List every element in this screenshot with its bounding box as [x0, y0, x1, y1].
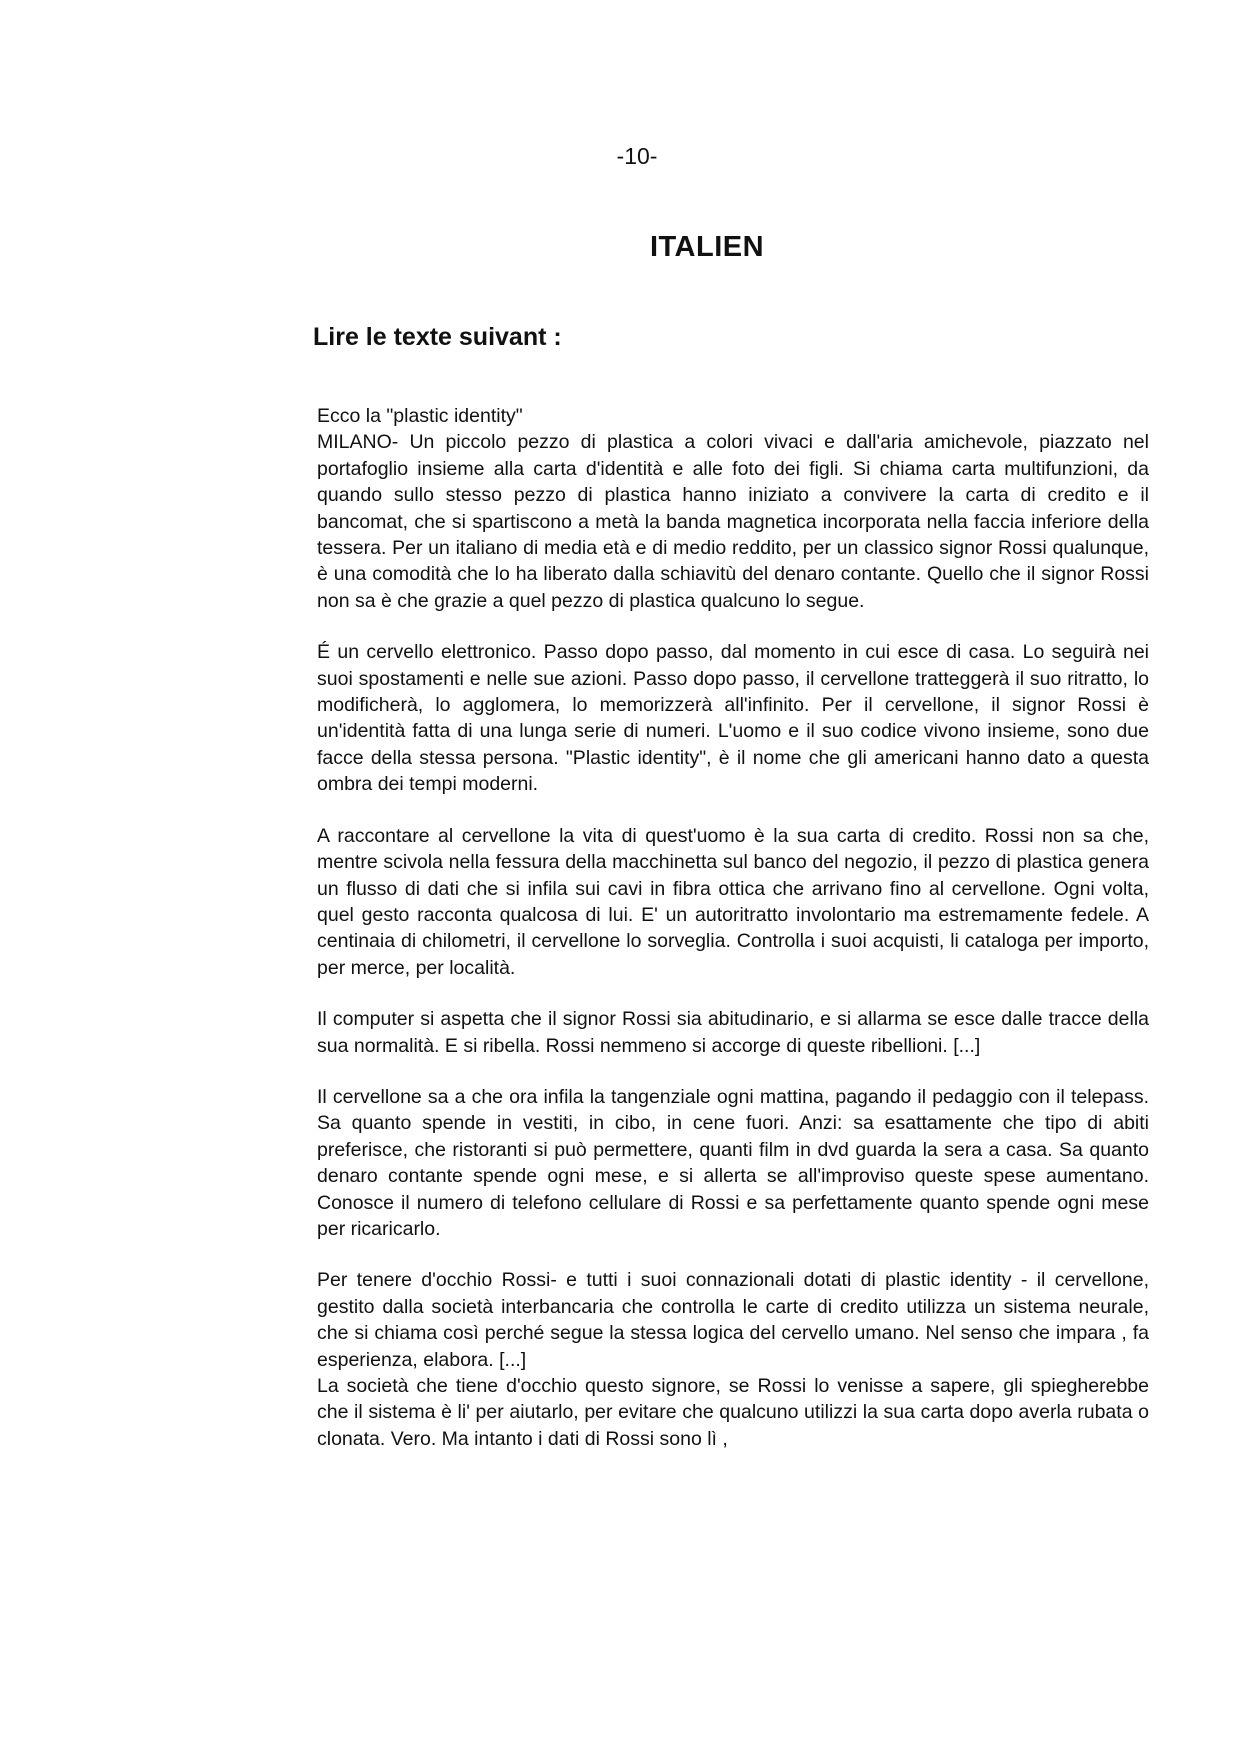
- article-paragraph: É un cervello elettronico. Passo dopo passo, dal momento in cui esce di casa. Lo seguirà nei suoi spostamenti e nelle sue azioni. Passo dopo passo, il cervellone tratteggerà il suo ritratto, lo modificherà, lo agglomera, lo memorizzerà all'infinito. Per il cervellone, il signor Rossi è un'identità fatta di una lunga serie di numeri. L'uomo e il suo codice vivono insieme, sono due facce della stessa persona. "Plastic identity", è il nome che gli americani hanno dato a questa ombra dei tempi moderni.: [317, 641, 1149, 796]
- article-paragraph: La società che tiene d'occhio questo signore, se Rossi lo venisse a sapere, gli spiegherebbe che il sistema è li' per aiutarlo, per evitare che qualcuno utilizzi la sua carta dopo averla rubata o clonata. Vero. Ma intanto i dati di Rossi sono lì ,: [317, 1375, 1149, 1450]
- article-title: Ecco la "plastic identity": [317, 405, 523, 427]
- article-body: [317, 403, 1149, 1452]
- article-paragraph: Per tenere d'occhio Rossi- e tutti i suoi connazionali dotati di plastic identity - il cervellone, gestito dalla società interbancaria che controlla le carte di credito utilizza un sistema neurale, che si chiama così perché segue la stessa logica del cervello umano. Nel senso che impara , fa esperienza, elabora. [...]: [317, 1269, 1149, 1371]
- subject-heading: ITALIEN: [649, 231, 765, 263]
- article-paragraph: MILANO- Un piccolo pezzo di plastica a colori vivaci e dall'aria amichevole, piazzato nel portafoglio insieme alla carta d'identità e alle foto dei figli. Si chiama carta multifunzioni, da quando sullo stesso pezzo di plastica hanno iniziato a convivere la carta di credito e il bancomat, che si spartiscono a metà la banda magnetica incorporata nella faccia inferiore della tessera. Per un italiano di media età e di medio reddito, per un classico signor Rossi qualunque, è una comodità che lo ha liberato dalla schiavitù del denaro contante. Quello che il signor Rossi non sa è che grazie a quel pezzo di plastica qualcuno lo segue.: [317, 431, 1149, 612]
- page-number: -10-: [616, 143, 658, 169]
- article-paragraph: Il computer si aspetta che il signor Rossi sia abitudinario, e si allarma se esce dalle tracce della sua normalità. E si ribella. Rossi nemmeno si accorge di queste ribellioni. [...]: [317, 1008, 1149, 1057]
- instruction-heading: Lire le texte suivant :: [313, 323, 562, 351]
- article-paragraph: A raccontare al cervellone la vita di quest'uomo è la sua carta di credito. Rossi non sa che, mentre scivola nella fessura della macchinetta sul banco del negozio, il pezzo di plastica genera un flusso di dati che si infila sui cavi in fibra ottica che arrivano fino al cervellone. Ogni volta, quel gesto racconta qualcosa di lui. E' un autoritratto involontario ma estremamente fedele. A centinaia di chilometri, il cervellone lo sorveglia. Controlla i suoi acquisti, li cataloga per importo, per merce, per località.: [317, 824, 1149, 979]
- article-paragraph: Il cervellone sa a che ora infila la tangenziale ogni mattina, pagando il pedaggio con il telepass. Sa quanto spende in vestiti, in cibo, in cene fuori. Anzi: sa esattamente che tipo di abiti preferisce, che ristoranti si può permettere, quanti film in dvd guarda la sera a casa. Sa quanto denaro contante spende ogni mese, e si allerta se all'improviso queste spese aumentano. Conosce il numero di telefono cellulare di Rossi e sa perfettamente quanto spende ogni mese per ricaricarlo.: [317, 1085, 1149, 1240]
